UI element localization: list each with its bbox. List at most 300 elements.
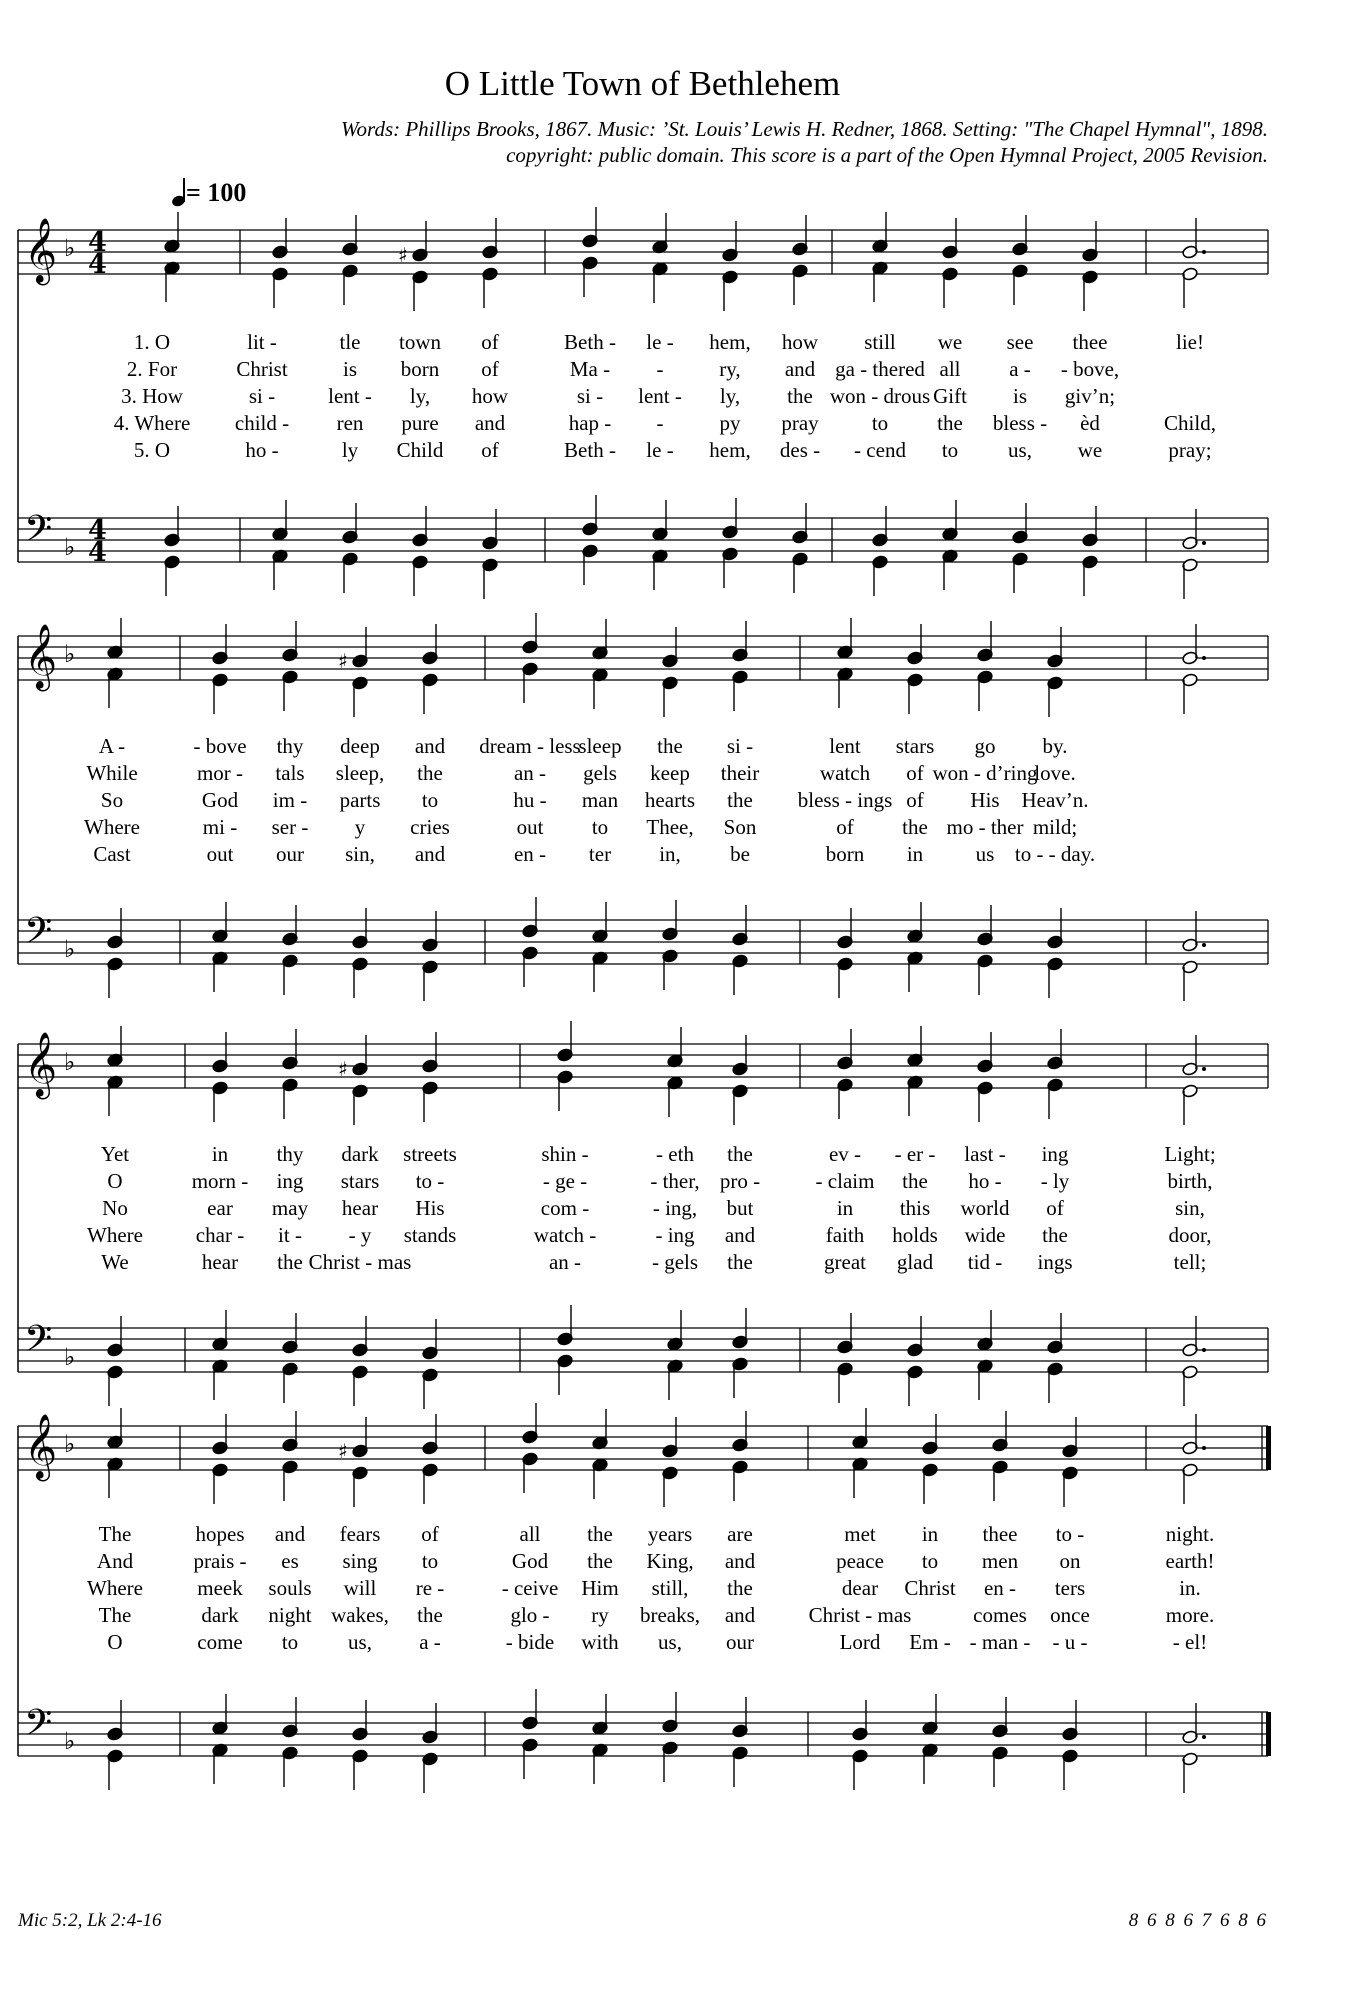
lyric-syllable: bless - ings (797, 788, 893, 812)
lyric-syllable: dark (341, 1142, 379, 1166)
lyric-syllable: prais - (193, 1549, 247, 1573)
lyric-syllable: to (281, 1630, 299, 1654)
lyric-syllable: lit - (247, 330, 277, 354)
lyric-syllable: to - - day. (1014, 842, 1096, 866)
lyric-syllable: won - drous (829, 384, 931, 408)
lyric-syllable: night (268, 1603, 312, 1627)
treble-clef-icon: 𝄞 (24, 1414, 58, 1479)
bass-clef-icon: 𝄢 (24, 1318, 53, 1369)
lyric-syllable: and (784, 357, 816, 381)
lyric-syllable: dark (201, 1603, 239, 1627)
lyric-syllable: - el! (1172, 1630, 1208, 1654)
lyric-syllable: to - (415, 1169, 445, 1193)
lyric-syllable: - bide (505, 1630, 555, 1654)
lyric-syllable: night. (1165, 1522, 1215, 1546)
lyric-syllable: com - (540, 1196, 590, 1220)
lyric-syllable: wide (964, 1223, 1006, 1247)
treble-clef-icon: 𝄞 (24, 218, 58, 283)
lyric-syllable: - (656, 357, 664, 381)
lyric-syllable: hearts (644, 788, 696, 812)
lyric-syllable: go (974, 734, 996, 758)
lyric-syllable: y (354, 815, 366, 839)
lyric-syllable: fears (339, 1522, 381, 1546)
lyric-syllable: Heav’n. (1021, 788, 1089, 812)
lyric-syllable: and (724, 1549, 756, 1573)
lyric-syllable: the (937, 411, 963, 435)
lyric-syllable: by. (1042, 734, 1068, 758)
lyric-syllable: souls (268, 1576, 312, 1600)
flat-key-signature-icon: ♭ (64, 234, 76, 262)
lyric-syllable: how (471, 384, 509, 408)
flat-key-signature-icon: ♭ (64, 935, 76, 963)
time-signature-bottom: 4 (88, 537, 107, 568)
lyric-syllable: and (474, 411, 506, 435)
lyric-syllable: ear (207, 1196, 233, 1220)
flat-key-signature-icon: ♭ (64, 1048, 76, 1076)
final-barline (1266, 1712, 1271, 1756)
lyric-syllable: Beth - (564, 330, 616, 354)
lyric-syllable: pray; (1168, 438, 1212, 462)
lyric-syllable: in (906, 842, 924, 866)
lyric-syllable: us, (348, 1630, 372, 1654)
lyric-syllable: of (421, 1522, 439, 1546)
lyric-syllable: - ther, (650, 1169, 700, 1193)
lyric-syllable: in. (1179, 1576, 1201, 1600)
lyric-syllable: Christ - mas (308, 1250, 412, 1274)
sharp-accidental-icon: ♯ (338, 1057, 348, 1081)
lyric-syllable: 1. O (133, 330, 171, 354)
lyric-syllable: hap - (568, 411, 612, 435)
lyric-syllable: a - (419, 1630, 441, 1654)
lyric-syllable: thee (982, 1522, 1018, 1546)
lyric-syllable: Thee, (646, 815, 694, 839)
flat-key-signature-icon: ♭ (64, 1727, 76, 1755)
lyric-syllable: stands (403, 1223, 457, 1247)
lyric-syllable: ev - (828, 1142, 862, 1166)
lyric-syllable: Beth - (564, 438, 616, 462)
lyric-syllable: of (906, 788, 924, 812)
lyric-syllable: an - (513, 761, 547, 785)
lyric-syllable: char - (195, 1223, 245, 1247)
lyric-syllable: town (399, 330, 441, 354)
sharp-accidental-icon: ♯ (338, 649, 348, 673)
lyric-syllable: Him (581, 1576, 619, 1600)
dot (1202, 1067, 1206, 1071)
lyric-syllable: si - (248, 384, 276, 408)
lyric-syllable: - ing, (652, 1196, 698, 1220)
lyric-syllable: Ma - (569, 357, 611, 381)
lyric-syllable: - y (348, 1223, 372, 1247)
tempo-value: = 100 (186, 178, 247, 207)
lyric-syllable: - er - (894, 1142, 936, 1166)
credits-line-1: Words: Phillips Brooks, 1867. Music: ’St. Louis’ Lewis H. Redner, 1868. Setting: "The Chapel Hymnal", 1898. (340, 117, 1268, 141)
dot (1202, 541, 1206, 545)
lyric-syllable: King, (646, 1549, 694, 1573)
lyric-syllable: ry, (719, 357, 741, 381)
lyric-syllable: re - (415, 1576, 445, 1600)
lyric-syllable: Where (87, 1223, 143, 1247)
lyric-syllable: the (727, 1250, 753, 1274)
lyric-syllable: - gels (651, 1250, 699, 1274)
lyric-syllable: thy (276, 734, 304, 758)
lyric-syllable: of (481, 330, 499, 354)
page-title: O Little Town of Bethlehem (444, 64, 841, 103)
lyric-syllable: 3. How (121, 384, 183, 408)
lyric-syllable: - bove, (1060, 357, 1120, 381)
lyric-syllable: - u - (1052, 1630, 1088, 1654)
lyric-syllable: of (1046, 1196, 1064, 1220)
lyric-syllable: met (844, 1522, 876, 1546)
lyric-syllable: en - (513, 842, 547, 866)
lyric-syllable: giv’n; (1064, 384, 1116, 408)
lyric-syllable: Where (84, 815, 140, 839)
lyric-syllable: the (902, 815, 928, 839)
lyric-syllable: the (727, 1576, 753, 1600)
treble-clef-icon: 𝄞 (24, 624, 58, 689)
lyric-syllable: to (941, 438, 959, 462)
lyric-syllable: an - (548, 1250, 582, 1274)
lyric-syllable: more. (1165, 1603, 1215, 1627)
lyric-syllable: on (1059, 1549, 1081, 1573)
lyric-syllable: Gift (933, 384, 967, 408)
lyric-syllable: will (343, 1576, 377, 1600)
lyric-syllable: of (481, 438, 499, 462)
lyric-syllable: in (211, 1142, 229, 1166)
lyric-syllable: sin, (1175, 1196, 1205, 1220)
lyric-syllable: out (206, 842, 234, 866)
lyric-syllable: to (421, 788, 439, 812)
lyric-syllable: - man - (969, 1630, 1031, 1654)
lyric-syllable: this (899, 1196, 931, 1220)
lyric-syllable: great (824, 1250, 866, 1274)
lyric-syllable: in (836, 1196, 854, 1220)
lyric-syllable: in (921, 1522, 939, 1546)
lyric-syllable: Where (87, 1576, 143, 1600)
hymn-meter: 8 6 8 6 7 6 8 6 (1128, 1910, 1268, 1931)
bass-clef-icon: 𝄢 (24, 1702, 53, 1753)
lyric-syllable: And (96, 1549, 134, 1573)
lyric-syllable: His (970, 788, 1000, 812)
lyric-syllable: the (902, 1169, 928, 1193)
lyric-syllable: Cast (93, 842, 131, 866)
lyric-syllable: ter (588, 842, 612, 866)
lyric-syllable: it - (278, 1223, 302, 1247)
lyric-syllable: wakes, (331, 1603, 389, 1627)
lyric-syllable: breaks, (639, 1603, 701, 1627)
lyric-syllable: - eth (656, 1142, 694, 1166)
lyric-syllable: tals (275, 761, 305, 785)
lyric-syllable: to (871, 411, 889, 435)
lyric-syllable: keep (650, 761, 690, 785)
lyric-syllable: glo - (510, 1603, 550, 1627)
lyric-syllable: earth! (1165, 1549, 1215, 1573)
lyric-syllable: and (414, 842, 446, 866)
lyric-syllable: still, (651, 1576, 689, 1600)
lyric-syllable: Lord (839, 1630, 881, 1654)
lyric-syllable: mor - (196, 761, 244, 785)
lyric-syllable: pure (401, 411, 439, 435)
lyric-syllable: out (516, 815, 544, 839)
lyric-syllable: parts (339, 788, 381, 812)
lyric-syllable: shin - (541, 1142, 589, 1166)
lyric-syllable: The (98, 1522, 132, 1546)
lyric-syllable: a - (1009, 357, 1031, 381)
lyric-syllable: the (587, 1522, 613, 1546)
lyric-syllable: with (581, 1630, 619, 1654)
lyric-syllable: le - (646, 438, 674, 462)
lyric-syllable: holds (892, 1223, 938, 1247)
lyric-syllable: èd (1080, 411, 1100, 435)
flat-key-signature-icon: ♭ (64, 1343, 76, 1371)
lyric-syllable: is (1012, 384, 1028, 408)
credits-line-2: copyright: public domain. This score is a part of the Open Hymnal Project, 2005 Revision. (506, 143, 1268, 167)
lyric-syllable: we (937, 330, 963, 354)
lyric-syllable: ho - (245, 438, 279, 462)
lyric-syllable: - ge - (542, 1169, 588, 1193)
lyric-syllable: tle (339, 330, 361, 354)
final-barline (1266, 1426, 1271, 1470)
lyric-syllable: mo - ther (946, 815, 1024, 839)
lyric-syllable: faith (825, 1223, 865, 1247)
lyric-syllable: watch - (533, 1223, 597, 1247)
bass-clef-icon: 𝄢 (24, 508, 53, 559)
lyric-syllable: the (727, 1142, 753, 1166)
sharp-accidental-icon: ♯ (338, 1439, 348, 1463)
lyric-syllable: is (342, 357, 358, 381)
dot (1202, 943, 1206, 947)
lyric-syllable: ing (276, 1169, 304, 1193)
lyric-syllable: Child, (1164, 411, 1216, 435)
lyric-syllable: ly (341, 438, 359, 462)
lyric-syllable: us, (658, 1630, 682, 1654)
lyric-syllable: 4. Where (113, 411, 191, 435)
lyric-syllable: ren (336, 411, 364, 435)
lyric-syllable: Christ (236, 357, 288, 381)
lyric-syllable: love. (1034, 761, 1076, 785)
lyric-syllable: thee (1072, 330, 1108, 354)
lyric-syllable: all (519, 1522, 541, 1546)
lyric-syllable: watch (819, 761, 871, 785)
lyric-syllable: ho - (968, 1169, 1002, 1193)
lyric-syllable: O (107, 1169, 123, 1193)
dot (1202, 1446, 1206, 1450)
lyric-syllable: ly, (409, 384, 431, 408)
lyric-syllable: mi - (202, 815, 238, 839)
lyric-syllable: and (724, 1603, 756, 1627)
bass-clef-icon: 𝄢 (24, 910, 53, 961)
lyric-syllable: gels (583, 761, 617, 785)
lyric-syllable: born (400, 357, 440, 381)
lyric-syllable: sin, (345, 842, 375, 866)
lyric-syllable: O (107, 1630, 123, 1654)
lyric-syllable: tid - (967, 1250, 1003, 1274)
lyric-syllable: glad (896, 1250, 934, 1274)
lyric-syllable: hopes (195, 1522, 245, 1546)
lyric-syllable: years (647, 1522, 693, 1546)
lyric-syllable: world (960, 1196, 1010, 1220)
lyric-syllable: en - (983, 1576, 1017, 1600)
lyric-syllable: all (939, 357, 961, 381)
lyric-syllable: the (1042, 1223, 1068, 1247)
lyric-syllable: men (981, 1549, 1019, 1573)
lyric-syllable: hem, (709, 330, 751, 354)
lyric-syllable: im - (272, 788, 308, 812)
lyric-syllable: last - (964, 1142, 1006, 1166)
sharp-accidental-icon: ♯ (398, 243, 408, 267)
time-signature-top: 4 (88, 515, 107, 546)
lyric-syllable: to (421, 1549, 439, 1573)
lyric-syllable: deep (340, 734, 380, 758)
lyric-syllable: us (975, 842, 995, 866)
lyric-syllable: Christ (904, 1576, 956, 1600)
lyric-syllable: While (86, 761, 138, 785)
lyric-syllable: hem, (709, 438, 751, 462)
dot (1202, 656, 1206, 660)
lyric-syllable: God (511, 1549, 549, 1573)
lyric-syllable: le - (646, 330, 674, 354)
lyric-syllable: bless - (992, 411, 1048, 435)
lyric-syllable: of (481, 357, 499, 381)
lyric-syllable: won - d’ring (932, 761, 1038, 785)
lyric-syllable: hear (201, 1250, 239, 1274)
lyric-syllable: lent - (638, 384, 682, 408)
dot (1202, 1735, 1206, 1739)
lyric-syllable: si - (726, 734, 754, 758)
lyric-syllable: dear (841, 1576, 879, 1600)
lyric-syllable: si - (576, 384, 604, 408)
lyric-syllable: ters (1054, 1576, 1086, 1600)
lyric-syllable: morn - (191, 1169, 249, 1193)
lyric-syllable: see (1006, 330, 1034, 354)
lyric-syllable: man (581, 788, 619, 812)
lyric-syllable: hu - (513, 788, 547, 812)
lyric-syllable: come (197, 1630, 243, 1654)
flat-key-signature-icon: ♭ (64, 533, 76, 561)
lyric-syllable: streets (403, 1142, 457, 1166)
lyric-syllable: ry (591, 1603, 609, 1627)
lyric-syllable: and (414, 734, 446, 758)
lyric-syllable: and (274, 1522, 306, 1546)
lyric-syllable: the (657, 734, 683, 758)
lyric-syllable: - (656, 411, 664, 435)
lyric-syllable: sleep (578, 734, 622, 758)
lyric-syllable: - bove (193, 734, 247, 758)
lyric-syllable: No (102, 1196, 128, 1220)
lyric-syllable: - claim (815, 1169, 875, 1193)
lyric-syllable: door, (1168, 1223, 1212, 1247)
treble-clef-icon: 𝄞 (24, 1032, 58, 1097)
lyric-syllable: the (417, 761, 443, 785)
lyric-syllable: are (727, 1522, 753, 1546)
lyric-syllable: the (417, 1603, 443, 1627)
lyric-syllable: ser - (271, 815, 309, 839)
lyric-syllable: hear (341, 1196, 379, 1220)
flat-key-signature-icon: ♭ (64, 1430, 76, 1458)
lyric-syllable: the (727, 788, 753, 812)
lyric-syllable: we (1077, 438, 1103, 462)
lyric-syllable: ing (1041, 1142, 1069, 1166)
lyric-syllable: The (98, 1603, 132, 1627)
lyric-syllable: des - (779, 438, 821, 462)
lyric-syllable: birth, (1167, 1169, 1213, 1193)
lyric-syllable: dream - less (479, 734, 581, 758)
lyric-syllable: Child (396, 438, 444, 462)
lyric-syllable: So (100, 788, 124, 812)
time-signature-top: 4 (88, 227, 107, 258)
lyric-syllable: our (276, 842, 304, 866)
lyric-syllable: sing (342, 1549, 378, 1573)
lyric-syllable: His (415, 1196, 445, 1220)
lyric-syllable: pro - (719, 1169, 761, 1193)
flat-key-signature-icon: ♭ (64, 640, 76, 668)
lyric-syllable: ly, (719, 384, 741, 408)
lyric-syllable: ings (1037, 1250, 1073, 1274)
lyric-syllable: child - (234, 411, 290, 435)
lyric-syllable: es (281, 1549, 299, 1573)
lyric-syllable: thy (276, 1142, 304, 1166)
lyric-syllable: py (719, 411, 741, 435)
lyric-syllable: the (787, 384, 813, 408)
scripture-reference: Mic 5:2, Lk 2:4-16 (18, 1910, 162, 1931)
lyric-syllable: mild; (1032, 815, 1078, 839)
lyric-syllable: our (726, 1630, 754, 1654)
lyric-syllable: the (277, 1250, 303, 1274)
lyric-syllable: in, (659, 842, 681, 866)
lyric-syllable: to - (1055, 1522, 1085, 1546)
lyric-syllable: peace (836, 1549, 884, 1573)
lyric-syllable: their (720, 761, 760, 785)
dot (1202, 1348, 1206, 1352)
lyric-syllable: comes (973, 1603, 1027, 1627)
lyric-syllable: God (201, 788, 239, 812)
lyric-syllable: to (921, 1549, 939, 1573)
lyric-syllable: meek (197, 1576, 243, 1600)
lyric-syllable: lent (829, 734, 861, 758)
lyric-syllable: pray (781, 411, 819, 435)
lyric-syllable: may (271, 1196, 309, 1220)
lyric-syllable: - ceive (501, 1576, 559, 1600)
lyric-syllable: lent - (328, 384, 372, 408)
lyric-syllable: of (836, 815, 854, 839)
lyric-syllable: Light; (1164, 1142, 1216, 1166)
lyric-syllable: once (1050, 1603, 1090, 1627)
lyric-syllable: to (591, 815, 609, 839)
lyric-syllable: lie! (1176, 330, 1204, 354)
lyric-syllable: and (724, 1223, 756, 1247)
lyric-syllable: Christ - mas (808, 1603, 912, 1627)
lyric-syllable: Em - (909, 1630, 951, 1654)
lyric-syllable: 5. O (133, 438, 171, 462)
lyric-syllable: the (587, 1549, 613, 1573)
lyric-syllable: but (726, 1196, 754, 1220)
time-signature-bottom: 4 (88, 249, 107, 280)
lyric-syllable: We (101, 1250, 129, 1274)
lyric-syllable: - ing (655, 1223, 695, 1247)
lyric-syllable: be (730, 842, 750, 866)
lyric-syllable: Son (723, 815, 757, 839)
lyric-syllable: how (781, 330, 819, 354)
lyric-syllable: ga - thered (835, 357, 925, 381)
lyric-syllable: still (864, 330, 896, 354)
lyric-syllable: born (825, 842, 865, 866)
lyric-syllable: 2. For (126, 357, 178, 381)
lyric-syllable: tell; (1173, 1250, 1207, 1274)
lyric-syllable: of (906, 761, 924, 785)
lyric-syllable: - ly (1040, 1169, 1070, 1193)
lyric-syllable: stars (895, 734, 935, 758)
lyric-syllable: us, (1008, 438, 1032, 462)
lyric-syllable: - cend (854, 438, 906, 462)
